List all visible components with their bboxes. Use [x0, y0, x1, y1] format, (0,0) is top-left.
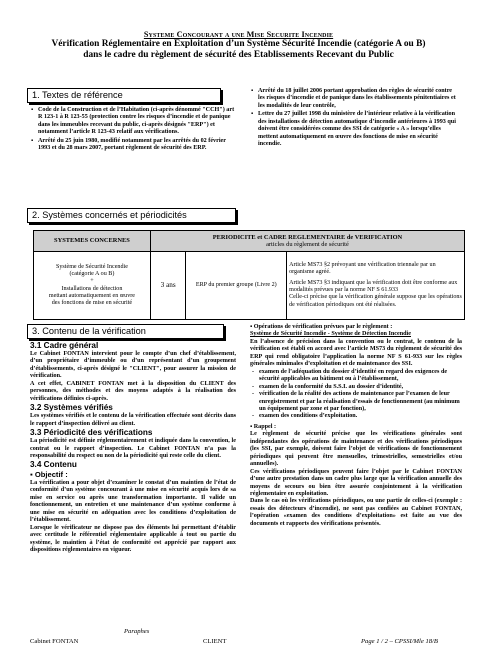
system-line: des fonctions de mise en sécurité — [51, 300, 133, 307]
rappel-title-text: Rappel : — [253, 423, 277, 430]
reference-item: ▪ Code de la Construction et de l’Habitation (ci-après dénommé "CCH") art R 123-1 à R 123-55 (protection contre les risques d’incendie et de panique dans les immeubles recevant du public, ci-après désignés "ERP") et notamment l’article R 123-43 relatif aux vérifications. — [38, 107, 236, 137]
operations-title-text: Opérations de vérification prévues par le règlement : — [253, 324, 393, 330]
paragraph: La vérification a pour objet d’examiner le constat d’un maintien de l’état de conformité d’un système concourant à une mise en sécurité acquis lors de sa mise en service ou après une transformation importante. Il valide un fonctionnement, un entretien et une maintenance d’un système conforme à une mise en sécurité en adéquation avec les conditions d’exploitation de l’établissement. — [30, 479, 236, 524]
paragraph: Lorsque le vérificateur ne dispose pas des éléments lui permettant d’établir avec certitude le référentiel réglementaire applicable à tout ou partie du système, le maintien à l’état de conformité est apprécié par rapport aux dispositions réglementaires en vigueur. — [30, 524, 236, 554]
operation-item: - examen de la conformité du S.S.I. au dossier d’identité, — [259, 384, 462, 391]
system-line: + — [90, 278, 94, 285]
rappel-title — [250, 424, 462, 431]
paragraph: A cet effet, CABINET FONTAN met à la disposition du CLIENT des personnes, des méthodes et des moyens adaptés à la réalisation des vérifications définies ci-après. — [30, 380, 236, 402]
system-line: Installations de détection — [61, 285, 123, 292]
system-line: mettant automatiquement en œuvre — [48, 292, 136, 299]
subsection-3-2-title: 3.2 Systèmes vérifiés — [30, 403, 113, 413]
paragraph: Ces vérifications périodiques peuvent faire l’objet par le Cabinet FONTAN d’une autre prestation dans un cadre plus large que la vérification annuelle des moyens de secours ou bien être assurée conjointement à la vérification réglementaire en exploitation. — [250, 468, 462, 497]
reference-item: ▪ Lettre du 27 juillet 1998 du ministère de l’intérieur relative à la vérification des installations de détection automatique d’incendie antérieures à 1993 qui doivent être considérées comme des SSI de catégorie « A » lorsqu’elles mettent automatiquement en œuvre des fonctions de mise en sécurité incendie. — [258, 111, 460, 148]
operation-item: - vérification de la réalité des actions de maintenance par l’examen de leur enregistrement et par la réalisation d’essais de fonctionnement (au minimum un équipement par zone et par fonction), — [259, 391, 462, 413]
section-3-left-column — [30, 341, 236, 554]
system-line: Système de Sécurité Incendie — [55, 263, 128, 270]
paragraph: Le Cabinet FONTAN intervient pour le compte d’un chef d’établissement, d’un propriétaire d’immeuble ou d’un représentant d’un groupement d’établissements, ci-après désigné le "CLIENT", pour assurer la mission de vérification. — [30, 351, 236, 380]
group-cell: ERP du premier groupe (Livre 2) — [186, 252, 287, 320]
table-header-periodicity-line1: PERIODICITE et CADRE REGLEMENTAIRE de VERIFICATION — [212, 233, 403, 241]
subsection-3-4-title: 3.4 Contenu — [30, 460, 77, 470]
bullet-icon: ▪ — [250, 324, 254, 330]
paragraph: Dans le cas où les vérifications périodiques, ou une partie de celles-ci (exemple : essais des détecteurs d’incendie), ne sont pas confiées au Cabinet FONTAN, l’opération «examen des conditions d’exploitation» est faite au vue des documents et rapports des vérifications présentés. — [250, 498, 462, 527]
reference-item: ▪ Arrêté du 18 juillet 2006 portant approbation des règles de sécurité contre les risques d’incendie et de panique dans les établissements pénitentiaires et les modalités de leur contrôle, — [258, 88, 460, 110]
section-1-title: 1. Textes de référence — [27, 88, 221, 103]
paragraph: La périodicité est définie réglementairement et indiquée dans la convention, le contrat ou le rapport d’inspection. Le Cabinet FONTAN n’a pas la responsabilité du respect ou non de la périodicité qui reste celle du client. — [30, 438, 236, 459]
operation-item: - examen des conditions d’exploitation. — [259, 413, 462, 420]
periodicity-table — [33, 230, 465, 320]
paragraph: En l’absence de précision dans la convention ou le contrat, le contenu de la vérification est établi en accord avec l’article MS73 du règlement de sécurité des ERP qui rend obligatoire l’application la norme NF S 61-933 sur les règles générales minimales d’exploitation et de maintenance des SSI. — [250, 338, 462, 368]
header-line-1: Systeme Concourant a une Mise Securite Incendie — [143, 30, 334, 39]
subsection-3-3-title: 3.3 Périodicité des vérifications — [30, 428, 153, 438]
bullet-icon: ▪ — [30, 470, 35, 480]
objective-title-text: Objectif : — [34, 470, 68, 480]
operations-subtitle: Système de Sécurité Incendie - Système de Détection Incendie — [250, 331, 411, 338]
reference-item: ▪ Arrêté du 25 juin 1980, modifié notamment par les arrêtés du 02 février 1993 et du 28 mars 2007, portant règlement de sécurité des ERP. — [38, 138, 236, 153]
footer-left: Cabinet FONTAN — [30, 638, 79, 645]
article-ms73-2: Article MS73 §2 prévoyant une vérification triennale par un organisme agréé. — [289, 262, 436, 276]
system-cell — [34, 252, 151, 320]
footer-paraphes: Paraphes — [124, 628, 150, 635]
table-header-periodicity — [150, 231, 464, 252]
bullet-icon: ▪ — [250, 423, 254, 430]
section-1-right-column — [250, 88, 460, 150]
system-line: (catégorie A ou B) — [69, 270, 115, 277]
paragraph: Le règlement de sécurité précise que les vérifications générales sont indépendantes des opérations de maintenance et des vérifications périodiques (les SSI, par exemple, doivent faire l’objet de vérifications de fonctionnement périodiques qui peuvent être mensuelles, trimestrielles, semestrielles et/ou annuelles). — [250, 431, 462, 468]
header-line-3: dans le cadre du règlement de sécurité des Etablissements Recevant du Public — [83, 50, 394, 60]
table-header-systems: SYSTEMES CONCERNES — [34, 231, 151, 252]
operation-item: - examen de l’adéquation du dossier d’identité en regard des exigences de sécurité applicables au bâtiment ou à l’établissement, — [259, 369, 462, 384]
period-cell: 3 ans — [150, 252, 186, 320]
articles-cell — [287, 252, 465, 320]
objective-title — [30, 470, 236, 480]
table-header-periodicity-line2: articles du règlement de sécurité — [266, 241, 349, 248]
section-3-right-column — [250, 324, 462, 528]
footer-center: CLIENT — [203, 638, 227, 645]
article-ms73-3: Article MS73 §3 indiquant que la vérification doit être conforme aux modalités prévues par la norme NF S 61.933 — [289, 279, 458, 293]
header-line-2: Vérification Réglementaire en Exploitation d’un Système Sécurité Incendie (catégorie A ou B) — [51, 39, 426, 49]
footer-page: Page 1 / 2 – CPSSI/Mle 18/B — [361, 638, 438, 645]
section-1-left-column — [30, 107, 236, 154]
operations-title — [250, 324, 462, 331]
subsection-3-1-title: 3.1 Cadre général — [30, 341, 99, 350]
section-2-title: 2. Systèmes concernés et périodicités — [27, 208, 236, 223]
paragraph: Les systèmes vérifiés et le contenu de la vérification effectuée sont décrits dans le rapport d’inspection délivré au client. — [30, 413, 236, 427]
section-3-title: 3. Contenu de la vérification — [27, 324, 224, 339]
article-ms73-note: Celle-ci précise que la vérification générale suppose que les opérations de vérification périodiques ont été réalisées. — [289, 294, 462, 308]
